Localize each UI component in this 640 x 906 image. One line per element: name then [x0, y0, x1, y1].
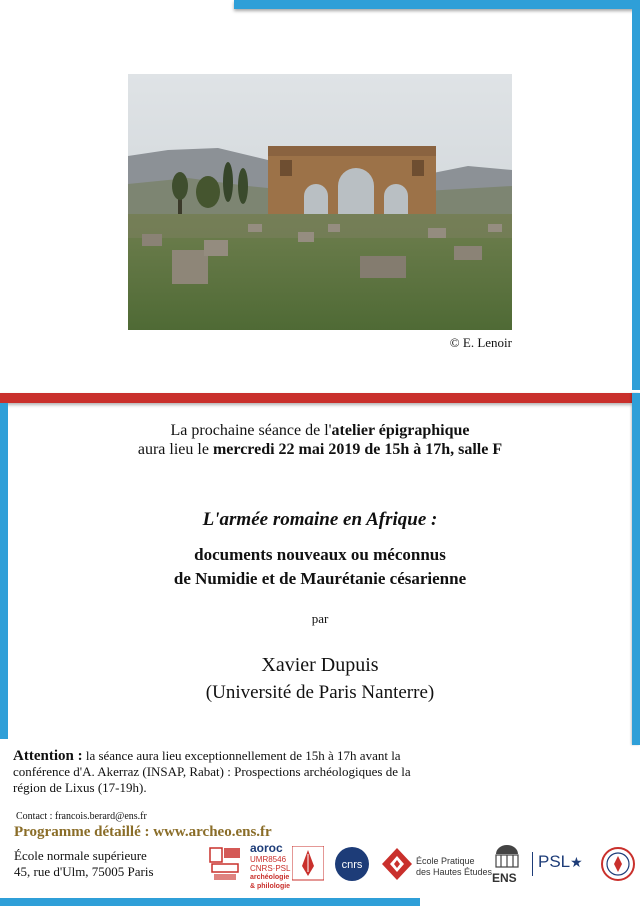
ephe-emblem-icon: [380, 846, 414, 882]
photo-credit: © E. Lenoir: [449, 335, 512, 350]
top-accent-bar: [234, 0, 640, 9]
bottom-accent-bar: [0, 898, 420, 906]
republic-seal-logo: [600, 846, 636, 882]
talk-title: L'armée romaine en Afrique :: [202, 509, 438, 530]
contact-email[interactable]: Contact : francois.berard@ens.fr: [16, 811, 147, 822]
attention-notice: [13, 748, 423, 796]
star-icon: ★: [570, 854, 583, 870]
psl-logo: PSL★: [538, 852, 583, 871]
ephe-logo-text: École Pratique des Hautes Études: [416, 856, 493, 877]
quill-pen-icon: [292, 846, 324, 882]
address-line-2: 45, rue d'Ulm, 75005 Paris: [14, 864, 154, 879]
ruins-photo: [128, 74, 512, 330]
left-accent-bar: [0, 403, 8, 739]
ens-building-icon: [492, 844, 522, 870]
talk-subtitle-line-2: de Numidie et de Maurétanie césarienne: [173, 569, 467, 588]
programme-link[interactable]: Programme détaillé : www.archeo.ens.fr: [14, 824, 272, 840]
red-divider-bar: [0, 393, 632, 403]
speaker-name: Xavier Dupuis: [261, 654, 379, 676]
institute-emblem-logo: [208, 844, 244, 884]
address-line-1: École normale supérieure: [14, 848, 147, 863]
right-accent-bar-mid: [632, 393, 640, 745]
talk-subtitle-line-1: documents nouveaux ou méconnus: [194, 545, 446, 564]
attention-label: Attention :: [13, 748, 83, 764]
aoroc-logo: aoroc UMR8546 CNRS·PSL archéologie & philologie: [250, 841, 291, 890]
attention-text: la séance aura lieu exceptionnellement de 15h à 17h avant la conférence d'A. Akerraz (INSAP, Rabat) : Prospections archéologiques de la région de Lixus (17-19h).: [13, 748, 411, 795]
cnrs-logo-text: cnrs: [341, 859, 363, 871]
partner-logos: [208, 842, 638, 888]
address: [14, 848, 154, 880]
by-label: par: [311, 611, 329, 626]
announcement-line-1: La prochaine séance de l'atelier épigraphique: [170, 422, 470, 439]
logo-divider: [532, 852, 533, 876]
right-accent-bar-top: [632, 0, 640, 390]
speaker-affiliation: (Université de Paris Nanterre): [205, 682, 435, 703]
cnrs-logo: [334, 846, 370, 882]
ens-logo-text: ENS: [492, 871, 517, 885]
announcement-line-2: aura lieu le mercredi 22 mai 2019 de 15h à 17h, salle F: [137, 441, 503, 458]
